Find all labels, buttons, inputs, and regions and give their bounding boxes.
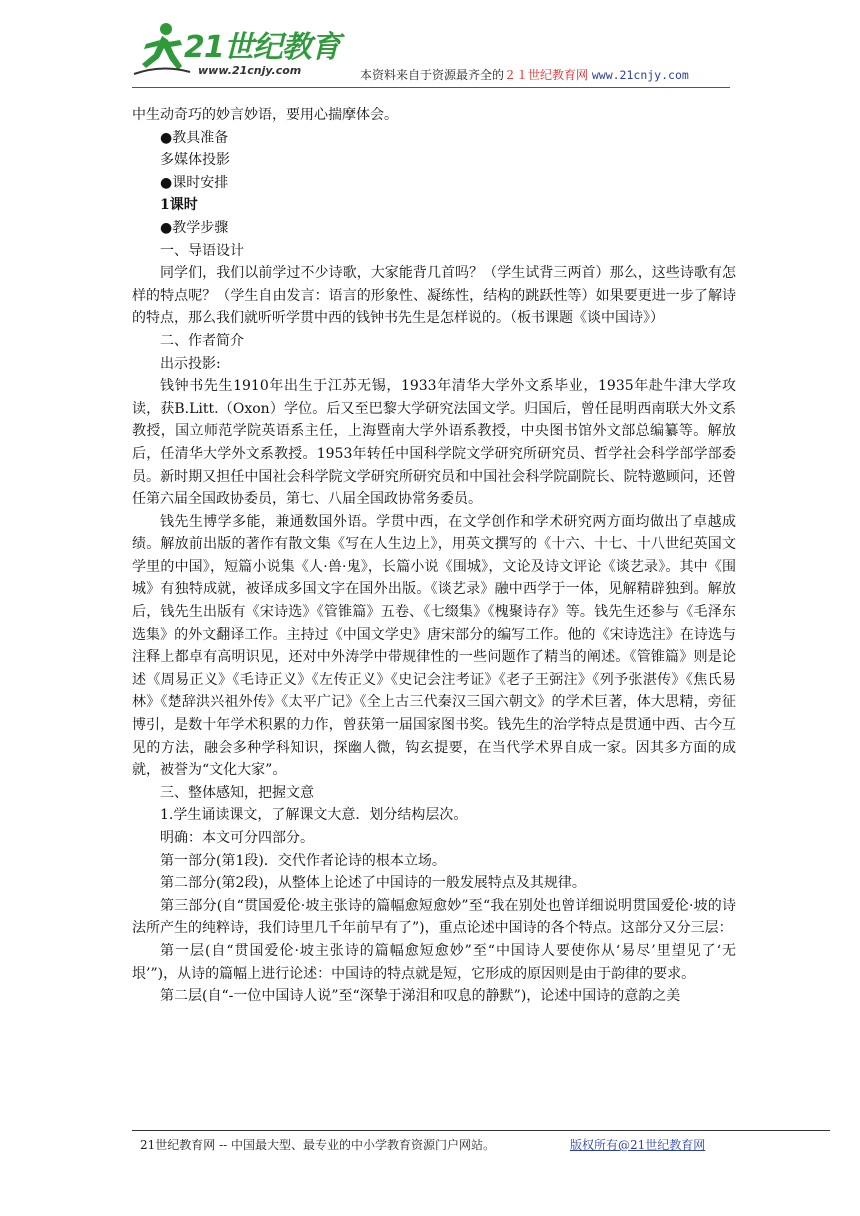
footer-divider bbox=[132, 1130, 830, 1131]
header-note-highlight: ２１世纪教育网 bbox=[504, 68, 589, 82]
header-note bbox=[360, 66, 689, 83]
paragraph: 钱先生博学多能，兼通数国外语。学贯中西，在文学创作和学术研究两方面均做出了卓越成绩。解放前出版的著作有散文集《写在人生边上》，用英文撰写的《十六、十七、十八世纪英国文学里的中国》，短篇小说集《人·兽·鬼》，长篇小说《围城》，文论及诗文评论《谈艺录》。其中《围城》有独特成就，被译成多国文字在国外出版。《谈艺录》融中西学于一体，见解精辟独到。解放后，钱先生出版有《宋诗选》《管锥篇》五卷、《七缀集》《槐聚诗存》等。钱先生还参与《毛泽东选集》的外文翻译工作。主持过《中国文学史》唐宋部分的编写工作。他的《宋诗选注》在诗选与注释上都卓有高明识见，还对中外涛学中带规律性的一些问题作了精当的阐述。《管锥篇》则是论述《周易正义》《毛诗正义》《左传正义》《史记会注考证》《老子王弼注》《列予张湛传》《焦氏易林》《楚辞洪兴祖外传》《太平广记》《全上古三代秦汉三国六朝文》的学术巨著，体大思精，旁征博引，是数十年学术积累的力作，曾获第一届国家图书奖。钱先生的治学特点是贯通中西、古今互见的方法，融会多种学科知识，探幽人微，钩玄提要，在当代学术界自成一家。因其多方面的成就，被誉为“文化大家”。 bbox=[132, 513, 736, 779]
running-figure-icon bbox=[132, 20, 192, 80]
paragraph: 1.学生诵读课文，了解课文大意．划分结构层次。 bbox=[160, 807, 468, 824]
header-note-url[interactable]: www.21cnjy.com bbox=[591, 68, 689, 82]
paragraph: 同学们，我们以前学过不少诗歌，大家能背几首吗？（学生试背三两首）那么，这些诗歌有怎样的特点呢？（学生自由发言：语言的形象性、凝练性，结构的跳跃性等）如果要更进一步了解诗的特点，那么我们就听听学贯中西的钱钟书先生是怎样说的。（板书课题《谈中国诗》） bbox=[132, 265, 736, 327]
section-heading-teaching-tools: ●教具准备 bbox=[160, 129, 229, 146]
subheading-introduction: 一、导语设计 bbox=[160, 242, 244, 259]
subheading-overview: 三、整体感知，把握文意 bbox=[160, 784, 314, 801]
paragraph: 出示投影: bbox=[160, 355, 221, 372]
paragraph: 1课时 bbox=[160, 197, 198, 214]
paragraph: 钱钟书先生1910年出生于江苏无锡，1933年清华大学外文系毕业，1935年赴牛津大学攻读，获B.Litt.（Oxon）学位。后又至巴黎大学研究法国文学。归国后，曾任昆明西南联大外文系教授，国立师范学院英语系主任，上海暨南大学外语系教授，中央图书馆外文部总编纂等。解放后，任清华大学外文系教授。1953年转任中国科学院文学研究所研究员、哲学社会科学部学部委员。新时期又担任中国社会科学院文学研究所研究员和中国社会科学院副院长、院特邀顾问，还曾任第六届全国政协委员，第七、八届全国政协常务委员。 bbox=[132, 378, 736, 508]
paragraph: 明确：本文可分四部分。 bbox=[160, 830, 314, 846]
footer-text: 21世纪教育网 -- 中国最大型、最专业的中小学教育资源门户网站。 bbox=[140, 1138, 496, 1152]
paragraph: 第三部分(自“贯国爱伦·坡主张诗的篇幅愈短愈妙”至“我在别处也曾详细说明贯国爱伦·坡的诗法所产生的纯粹诗，我们诗里几千年前早有了”)，重点论述中国诗的各个特点。这部分又分三层： bbox=[132, 897, 736, 937]
paragraph: 中生动奇巧的妙言妙语，要用心揣摩体会。 bbox=[132, 107, 398, 123]
footer-copyright-link[interactable]: 版权所有@21世纪教育网 bbox=[570, 1138, 706, 1152]
section-heading-steps: ●教学步骤 bbox=[160, 219, 229, 236]
header-note-prefix: 本资料来自于资源最齐全的 bbox=[360, 68, 505, 82]
logo-text: 21世纪教育 bbox=[184, 30, 340, 65]
paragraph: 第一部分(第1段)．交代作者论诗的根本立场。 bbox=[160, 852, 446, 869]
header-divider bbox=[132, 87, 730, 88]
logo-url: www.21cnjy.com bbox=[198, 64, 302, 77]
section-heading-schedule: ●课时安排 bbox=[160, 174, 229, 191]
page-footer bbox=[140, 1136, 740, 1153]
site-logo bbox=[132, 20, 342, 82]
paragraph: 多媒体投影 bbox=[160, 152, 230, 169]
paragraph: 第二部分(第2段)，从整体上论述了中国诗的一般发展特点及其规律。 bbox=[160, 875, 586, 892]
document-body bbox=[132, 104, 736, 1008]
paragraph: 第一层(自“贯国爱伦·坡主张诗的篇幅愈短愈妙”至“中国诗人要使你从‘易尽’里望见了‘无垠’”)，从诗的篇幅上进行论述：中国诗的特点就是短，它形成的原因则是由于韵律的要求。 bbox=[132, 942, 736, 982]
subheading-author: 二、作者简介 bbox=[160, 332, 244, 349]
page-header bbox=[0, 0, 860, 100]
paragraph: 第二层(自“-一位中国诗人说”至“深挚于涕泪和叹息的静默”)，论述中国诗的意韵之美 bbox=[160, 988, 681, 1005]
